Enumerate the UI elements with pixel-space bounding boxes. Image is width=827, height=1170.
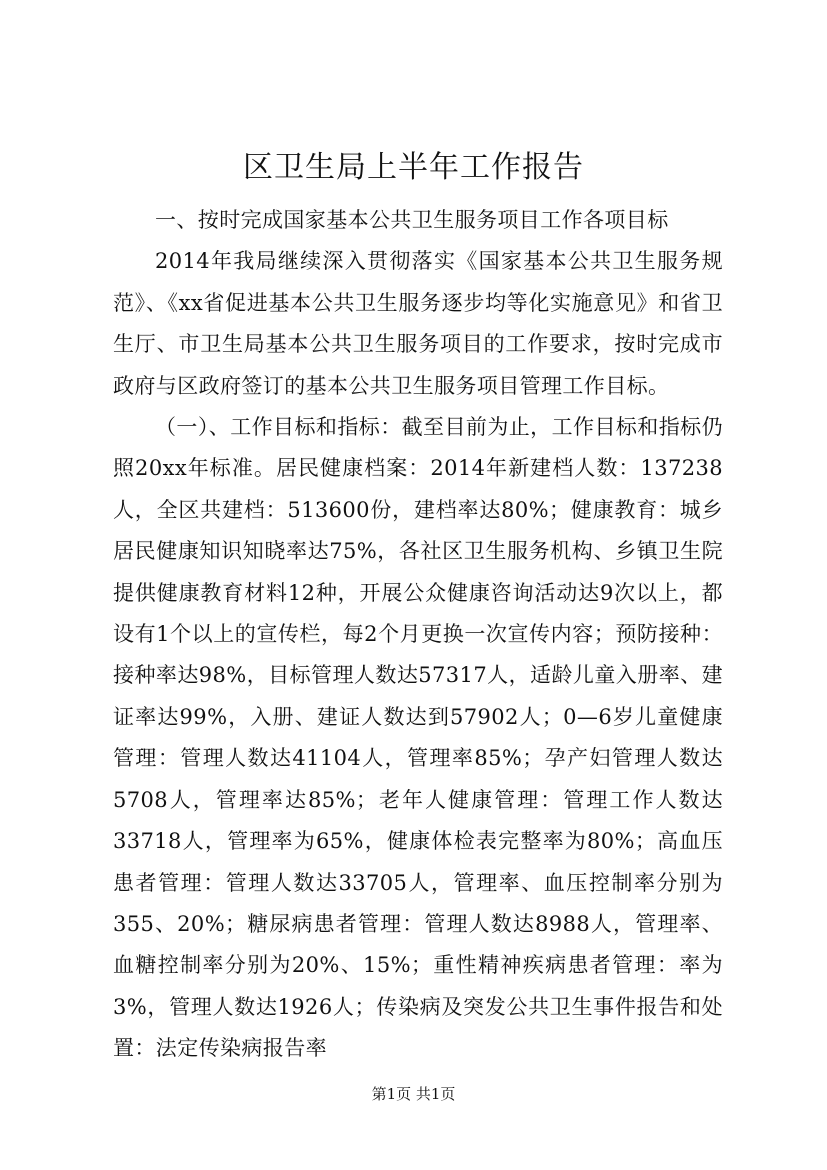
page-number-footer: 第1页 共1页 bbox=[371, 1085, 456, 1103]
document-body bbox=[113, 200, 723, 1070]
section-heading: 一、按时完成国家基本公共卫生服务项目工作各项目标 bbox=[155, 208, 669, 232]
body-paragraph: 2014年我局继续深入贯彻落实《国家基本公共卫生服务规范》、《xx省促进基本公共卫生服务逐步均等化实施意见》和省卫生厅、市卫生局基本公共卫生服务项目的工作要求，按时完成市政府与区政府签订的基本公共卫生服务项目管理工作目标。 bbox=[113, 249, 723, 398]
body-paragraph: （一）、工作目标和指标：截至目前为止，工作目标和指标仍照20xx年标准。居民健康档案：2014年新建档人数：137238人，全区共建档：513600份，建档率达80%；健康教育：城乡居民健康知识知晓率达75%，各社区卫生服务机构、乡镇卫生院提供健康教育材料12种，开展公众健康咨询活动达9次以上，都设有1个以上的宣传栏，每2个月更换一次宣传内容；预防接种：接种率达98%，目标管理人数达57317人，适龄儿童入册率、建证率达99%，入册、建证人数达到57902人；0—6岁儿童健康管理：管理人数达41104人，管理率85%；孕产妇管理人数达5708人，管理率达85%；老年人健康管理：管理工作人数达33718人，管理率为65%，健康体检表完整率为80%；高血压患者管理：管理人数达33705人，管理率、血压控制率分别为355、20%；糖尿病患者管理：管理人数达8988人，管理率、血糖控制率分别为20%、15%；重性精神疾病患者管理：率为3%，管理人数达1926人；传染病及突发公共卫生事件报告和处置：法定传染病报告率 bbox=[113, 415, 723, 1061]
document-title: 区卫生局上半年工作报告 bbox=[243, 150, 584, 185]
